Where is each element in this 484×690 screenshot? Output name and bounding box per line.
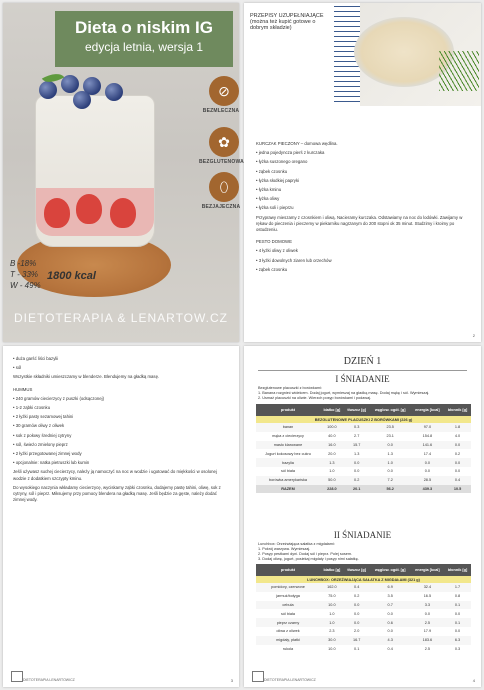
brand-logo-icon	[252, 671, 264, 682]
ingredient: • łyżka słodkiej papryki	[256, 177, 300, 183]
value-cell: 0.0	[387, 611, 393, 616]
value-cell: 154.8	[422, 434, 433, 439]
value-cell: 2.0	[354, 629, 360, 634]
carbs-share: W - 49%	[10, 281, 41, 290]
dip-photo	[334, 3, 481, 106]
value-cell: 1.0	[370, 458, 411, 467]
value-cell: 1.0	[329, 611, 335, 616]
table-row	[256, 592, 471, 601]
table-row	[256, 636, 471, 645]
total-value: 10.5	[444, 485, 471, 494]
value-cell: 20.0	[328, 451, 336, 456]
recipe-description: Przyprawy mieszamy z czosnkiem i oliwą. Nacieramy kurczaka. Odstawiamy na noc do lodówki. Zawijamy w rękaw do pieczenia i pieczemy w piekarniku nagrzanym do 200 stopni ok 35 minut. Studzimy i kroimy po ostudzeniu.	[256, 214, 463, 233]
value-cell: 0.0	[370, 441, 411, 450]
ingredient: • łyżka oliwy	[256, 196, 280, 202]
nutrition-table	[256, 404, 471, 493]
product-cell: oliwa z oliwek	[276, 629, 300, 634]
intro-line: Lunchbox: Orzeźwiająca sałatka z migdałami:	[258, 542, 335, 546]
dish-row	[256, 416, 471, 423]
value-cell: 0.8	[454, 594, 461, 599]
value-cell: 1.3	[387, 451, 393, 456]
ingredient: • 30 gramów oliwy z oliwek	[13, 423, 65, 429]
column-header: białko [g]	[320, 404, 344, 416]
column-header: tłuszcz [g]	[344, 564, 370, 576]
value-cell: 0.0	[454, 629, 461, 634]
value-cell: 0.0	[411, 458, 444, 467]
value-cell: 0.0	[454, 469, 461, 474]
column-header: produkt	[256, 404, 320, 416]
value-cell: 0.1	[444, 601, 471, 610]
badge-label: BEZJAJECZNA	[201, 204, 241, 210]
intro-line: 2. Usmaż placuszki na oliwie. Wierzch posyp borówkami i podawaj.	[258, 396, 372, 400]
value-cell: 0.1	[354, 646, 360, 651]
macros-block	[10, 258, 41, 291]
column-header: węglow. ogół. [g]	[370, 564, 411, 576]
ingredient: • 1-2 ząbki czosnku	[13, 405, 51, 411]
total-value: 56.2	[370, 485, 411, 494]
value-cell: 0.4	[387, 646, 393, 651]
table-row	[256, 458, 471, 467]
jar-image	[35, 95, 155, 247]
cover-page	[3, 3, 244, 342]
value-cell: 0.4	[344, 583, 370, 592]
ingredient: • 4 łyżki oliwy z oliwek	[256, 248, 298, 254]
value-cell: 16.0	[320, 441, 344, 450]
value-cell: 0.2	[354, 594, 360, 599]
table-row	[256, 449, 471, 458]
brand-logo-text: DIETOTERAPIA LENARTOWICZ	[23, 678, 75, 682]
value-cell: 1.7	[444, 583, 471, 592]
table-row	[256, 645, 471, 654]
ingredient: • sól, świeżo zmielony pieprz	[13, 441, 68, 447]
value-cell: 0.3	[344, 423, 370, 432]
dish-title: BEZGLUTENOWE PLACUSZKI Z BORÓWKAMI (226 g)	[256, 416, 471, 423]
product-cell: migdały, płatki	[256, 636, 320, 645]
dish-title: LUNCHBOX: ORZEŹWIAJĄCA SAŁATKA Z MIGDAŁAMI (321 g)	[256, 576, 471, 583]
value-cell: 4.0	[454, 434, 461, 439]
product-cell: pomidory, czerwone	[256, 583, 320, 592]
column-header: błonnik [g]	[444, 404, 471, 416]
total-value: 20.1	[344, 485, 370, 494]
recipe-note: Jeśli używasz suchej ciecierzycy, należy ją namoczyć na noc w wodzie i ugotować do miękkości w osolonej wodzie z dodatkiem szczypty kminu.	[13, 469, 217, 481]
column-header: węglow. ogół. [g]	[370, 404, 411, 416]
ingredient: • jedna pojedyncza pierś z kurczaka	[256, 150, 325, 156]
page-number: 3	[230, 678, 233, 683]
value-cell: 0.0	[344, 458, 370, 467]
table-row	[256, 583, 471, 592]
value-cell: 0.7	[370, 601, 411, 610]
value-cell: 0.2	[344, 476, 370, 485]
value-cell: 100.0	[320, 423, 344, 432]
value-cell: 2.7	[354, 434, 360, 439]
value-cell: 162.0	[320, 583, 344, 592]
total-label: RAZEM	[256, 485, 320, 494]
value-cell: 1.0	[320, 618, 344, 627]
product-cell: cebula	[256, 601, 320, 610]
ingredient: • sok z połowy średniej cytryny	[13, 432, 72, 438]
table-header-row	[256, 404, 471, 416]
egg-free-icon: ⬯	[209, 172, 239, 202]
ingredient: • łyżka suszonego oregano	[256, 159, 308, 165]
value-cell: 0.0	[424, 611, 431, 616]
nutrition-table	[256, 564, 471, 653]
product-cell: pieprz czarny	[256, 618, 320, 627]
meal-intro	[258, 386, 471, 401]
value-cell: 50.0	[320, 476, 344, 485]
value-cell: 97.0	[411, 423, 444, 432]
ingredient: • łyżka soli i pieprzu	[256, 205, 294, 211]
total-row	[256, 485, 471, 494]
value-cell: 23.5	[370, 423, 411, 432]
table-row	[256, 601, 471, 610]
table-row	[256, 423, 471, 432]
value-cell: 15.7	[344, 441, 370, 450]
meal-title: I ŚNIADANIE	[335, 374, 390, 384]
product-cell: rukola	[282, 646, 294, 651]
table-row	[256, 476, 471, 485]
value-cell: 0.0	[387, 629, 393, 634]
meal-title: II ŚNIADANIE	[333, 530, 392, 540]
value-cell: 0.6	[370, 618, 411, 627]
product-cell: masło klarowane	[256, 441, 320, 450]
fat-share: T - 33%	[10, 270, 39, 279]
intro-line: 2. Posyp pestkami dyni. Dodaj sól i pieprz. Polej sosem.	[258, 552, 353, 556]
brand-logo-icon	[11, 671, 23, 682]
value-cell: 141.6	[411, 441, 444, 450]
ingredient: • ząbek czosnku	[256, 168, 288, 174]
column-header: tłuszcz [g]	[344, 404, 370, 416]
column-header: energia [kcal]	[411, 404, 444, 416]
value-cell: 2.5	[424, 646, 431, 651]
product-cell: mąka z ciecierzycy	[272, 434, 304, 439]
recipes-page	[244, 3, 481, 342]
table-row	[256, 627, 471, 636]
divider	[258, 370, 467, 371]
value-cell: 0.0	[344, 601, 370, 610]
ingredient: • 2 łyżki przegotowanej zimnej wody	[13, 451, 82, 457]
chicken-recipe	[256, 141, 471, 276]
table-row	[256, 441, 471, 450]
product-cell: sól biała	[281, 611, 295, 616]
recipe-text	[13, 356, 228, 506]
value-cell: 17.4	[423, 451, 432, 456]
column-header: błonnik [g]	[444, 564, 471, 576]
value-cell: 17.9	[423, 629, 432, 634]
page-number: 2	[472, 333, 475, 338]
total-value: 439.3	[411, 485, 444, 494]
blueberry-image	[61, 75, 79, 93]
day-title: DZIEŃ 1	[343, 356, 382, 367]
recipe-title: PESTO DOMOWE	[256, 239, 292, 245]
ingredient: • 240 gramów ciecierzycy z puszki (odsączonej)	[13, 395, 105, 401]
value-cell: 32.4	[411, 583, 444, 592]
value-cell: 7.2	[370, 476, 411, 485]
recipe-description: Wszystkie składniki umieszczamy w blenderze. Blendujemy na gładką masę.	[13, 374, 160, 380]
ingredient: • łyżka kminu	[256, 187, 282, 193]
value-cell: 23.1	[386, 434, 394, 439]
badge-label: BEZMLECZNA	[202, 108, 240, 114]
value-cell: 0.2	[454, 451, 461, 456]
value-cell: 10.0	[328, 646, 336, 651]
gluten-free-icon: ✿	[209, 127, 239, 157]
column-header: produkt	[256, 564, 320, 576]
intro-line: 1. Banana rozgnieć widelcem. Dodaj jogurt, wymieszaj na gładką masę. Dodaj mąkę i sól. Wymieszaj.	[258, 391, 430, 395]
recipe-description: Do wysokiego naczynia wkładamy ciecierzycę, wyciskamy ząbki czosnku, dodajemy pastę tahini, oliwę, sok z cytryny, sól i pieprz. Miksujemy przy pomocy blendera na gładką masę. Jeśli będzie za gęste, należy dodać zimnej wody.	[13, 484, 221, 503]
dish-row	[256, 576, 471, 583]
product-cell: Jogurt kokosowy bez cukru	[265, 451, 311, 456]
value-cell: 0.0	[354, 469, 360, 474]
day-plan-page	[244, 346, 481, 687]
milk-free-icon: ⊘	[209, 76, 239, 106]
ingredient: • duża garść liści bazylii	[13, 356, 59, 361]
product-cell: jarmuż/łodyga	[276, 594, 300, 599]
value-cell: 0.0	[354, 611, 360, 616]
value-cell: 0.0	[424, 469, 431, 474]
value-cell: 0.1	[444, 618, 471, 627]
value-cell: 6.9	[370, 583, 411, 592]
value-cell: 30.0	[320, 636, 344, 645]
column-header: energia [kcal]	[411, 564, 444, 576]
value-cell: 0.3	[454, 646, 461, 651]
title-box	[55, 11, 233, 67]
value-cell: 1.0	[329, 469, 335, 474]
recipes-page-continued	[3, 346, 239, 687]
value-cell: 28.5	[411, 476, 444, 485]
cover-subtitle: edycja letnia, wersja 1	[84, 40, 204, 54]
product-cell: bazylia	[256, 458, 320, 467]
table-row	[256, 609, 471, 618]
recipe-title: HUMMUS	[13, 386, 33, 392]
value-cell: 0.0	[344, 618, 370, 627]
value-cell: 1.3	[354, 451, 360, 456]
meal-intro	[258, 542, 471, 562]
value-cell: 1.3	[320, 458, 344, 467]
column-header: białko [g]	[320, 564, 344, 576]
ingredient: • ząbek czosnku	[256, 266, 288, 272]
table-header-row	[256, 564, 471, 576]
ingredient: • sól	[13, 365, 22, 371]
product-cell: sól biała	[281, 469, 295, 474]
value-cell: 40.0	[328, 434, 336, 439]
ingredient: • 3 łyżki dowolnych ziaren lub orzechów	[256, 257, 332, 263]
intro-line: 3. Dodaj oliwę, jogurt, posiekaj migdały i posyp nimi sałatkę.	[258, 557, 359, 561]
table-row	[256, 432, 471, 441]
value-cell: 4.3	[370, 636, 411, 645]
brand-logo-text: DIETOTERAPIA LENARTOWICZ	[264, 678, 316, 682]
chives-image	[439, 51, 479, 91]
value-cell: 183.6	[411, 636, 444, 645]
value-cell: 16.7	[344, 636, 370, 645]
value-cell: 0.4	[444, 476, 471, 485]
page-header: PRZEPISY UZUPEŁNIAJĄCE (można też kupić gotowe o dobrym składzie)	[250, 13, 324, 31]
value-cell: 6.3	[444, 636, 471, 645]
intro-line: 1. Pokrój warzywa. Wymieszaj.	[258, 547, 311, 551]
blueberry-image	[73, 91, 91, 109]
ingredient: • opcjonalnie: natka pietruszki lub kumin	[13, 460, 90, 466]
blueberry-image	[105, 83, 123, 101]
table-row	[256, 467, 471, 476]
product-cell: banan	[256, 423, 320, 432]
page-number: 4	[472, 678, 475, 683]
brand-watermark: DIETOTERAPIA & LENARTOW.CZ	[13, 311, 229, 325]
value-cell: 2.3	[329, 629, 335, 634]
value-cell: 10.0	[320, 601, 344, 610]
recipe-title: KURCZAK PIECZONY – domowa wędlina.	[256, 141, 338, 146]
value-cell: 16.5	[423, 594, 432, 599]
value-cell: 3.5	[387, 594, 393, 599]
intro-line: Bezglutenowe placuszki z borówkami:	[258, 386, 322, 390]
total-value: 228.0	[320, 485, 344, 494]
value-cell: 0.0	[444, 458, 471, 467]
badge-label: BEZGLUTENOWA	[199, 159, 244, 165]
value-cell: 0.0	[444, 441, 471, 450]
table-row	[256, 618, 471, 627]
value-cell: 0.0	[387, 469, 393, 474]
strawberry-layer	[36, 188, 154, 236]
cover-title: Dieta o niskim IG	[75, 18, 213, 37]
protein-share: B -18%	[10, 259, 37, 268]
product-cell: borówka amerykańska	[256, 476, 320, 485]
value-cell: 1.8	[444, 423, 471, 432]
value-cell: 0.0	[454, 611, 461, 616]
value-cell: 75.0	[328, 594, 336, 599]
value-cell: 2.5	[411, 618, 444, 627]
blueberry-image	[39, 81, 57, 99]
value-cell: 3.3	[411, 601, 444, 610]
kcal-label: 1800 kcal	[47, 270, 96, 282]
ingredient: • 2 łyżki pasty sezamowej tahini	[13, 414, 74, 420]
